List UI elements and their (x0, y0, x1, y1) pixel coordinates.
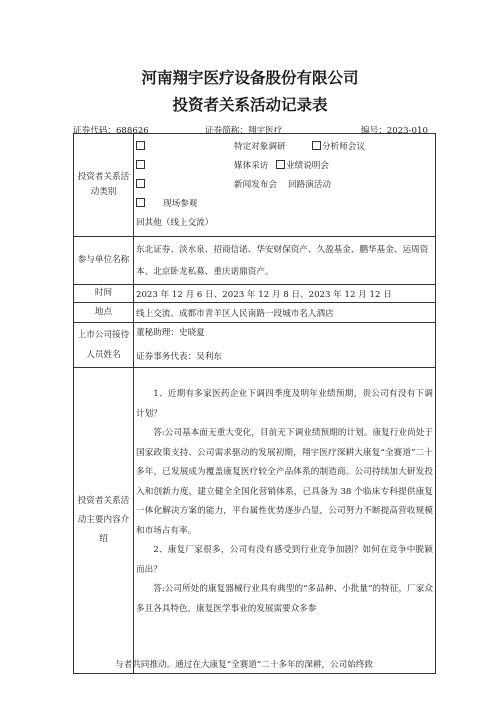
option-roadshow: 回路演活动 (288, 179, 331, 190)
checkbox-research[interactable] (136, 141, 145, 150)
reception-label: 上市公司接待人员姓名 (74, 323, 134, 368)
reception-row (74, 323, 436, 368)
option-research: 特定对象调研 (234, 141, 286, 152)
reception-secretary: 董秘助理：史晓夏 (136, 328, 205, 338)
content-body (134, 368, 436, 674)
question-1: 1、近期有多家医药企业下调四季度及明年业绩预期，贵公司有没有下调计划？ (136, 389, 433, 419)
option-media: 媒体采访 (234, 160, 269, 171)
option-press: 新闻发布会 (234, 179, 277, 190)
option-results: 业绩说明会 (286, 160, 329, 171)
continuation-text: 与者共同推动。通过在大康复“全赛道”二十多年的深耕，公司始终致 (115, 660, 374, 670)
participants-row (74, 237, 436, 285)
company-title: 河南翔宇医疗设备股份有限公司 (141, 69, 359, 87)
participants-label: 参与单位名称 (74, 237, 134, 285)
reception-rep: 证券事务代表：吴利东 (136, 352, 222, 362)
checkbox-analyst[interactable] (312, 139, 321, 156)
time-label: 时间 (74, 285, 134, 303)
record-table (73, 133, 436, 674)
location-label: 地点 (74, 303, 134, 323)
time-value: 2023 年 12 月 6 日、2023 年 12 月 8 日、2023 年 12 月 12 日 (134, 285, 436, 303)
time-row (74, 285, 436, 303)
option-visit: 现场参观 (163, 198, 198, 209)
category-label: 投资者关系活动类别 (74, 134, 134, 237)
content-row (74, 368, 436, 674)
answer-2: 答:公司所处的康复器械行业具有典型的“多品种、小批量”的特征，厂家众多且各具特色，康复医学事业的发展需要众多参 (136, 584, 433, 614)
stock-name: 证券简称：翔宇医疗 (205, 126, 283, 136)
stock-code: 证券代码：688626 (73, 126, 149, 136)
checkbox-media[interactable] (136, 160, 145, 169)
question-2: 2、康复厂家很多，公司有没有感受到行业竞争加剧？如何在竞争中脱颖而出？ (136, 545, 433, 575)
option-other: 回其他（线上交流） (136, 217, 214, 228)
document-number: 编号：2023-010 (361, 126, 428, 136)
checkbox-results[interactable] (276, 158, 285, 175)
location-row (74, 303, 436, 323)
participants-value: 东北证券、淡水泉、招商信诺、华安财保资产、久盈基金、鹏华基金、运周资本、北京卧龙私募、重庆诺鼎资产。 (134, 237, 436, 285)
category-options (134, 134, 436, 237)
category-row (74, 134, 436, 237)
answer-1: 答:公司基本面无重大变化，目前无下调业绩预期的计划。康复行业尚处于国家政策支持、公司需求驱动的发展初期，翔宇医疗深耕大康复“全赛道”二十多年，已发展成为覆盖康复医疗较全产品体系的制造商。公司持续加大研发投入和创新力度，建立健全全国化营销体系，已具备为 38 个临床专科提供康复一体化解决方案的能力，平台属性优势逐步凸显，公司努力不断提高营收规模和市场占有率。 (136, 428, 433, 536)
content-label: 投资者关系活动主要内容介绍 (74, 368, 134, 674)
location-value: 线上交流、成都市青羊区人民南路一段城市名人酒店 (134, 303, 436, 323)
checkbox-press[interactable] (136, 179, 145, 188)
checkbox-visit[interactable] (136, 198, 145, 207)
option-analyst: 分析师会议 (322, 141, 365, 152)
document-title: 投资者关系活动记录表 (172, 96, 328, 114)
